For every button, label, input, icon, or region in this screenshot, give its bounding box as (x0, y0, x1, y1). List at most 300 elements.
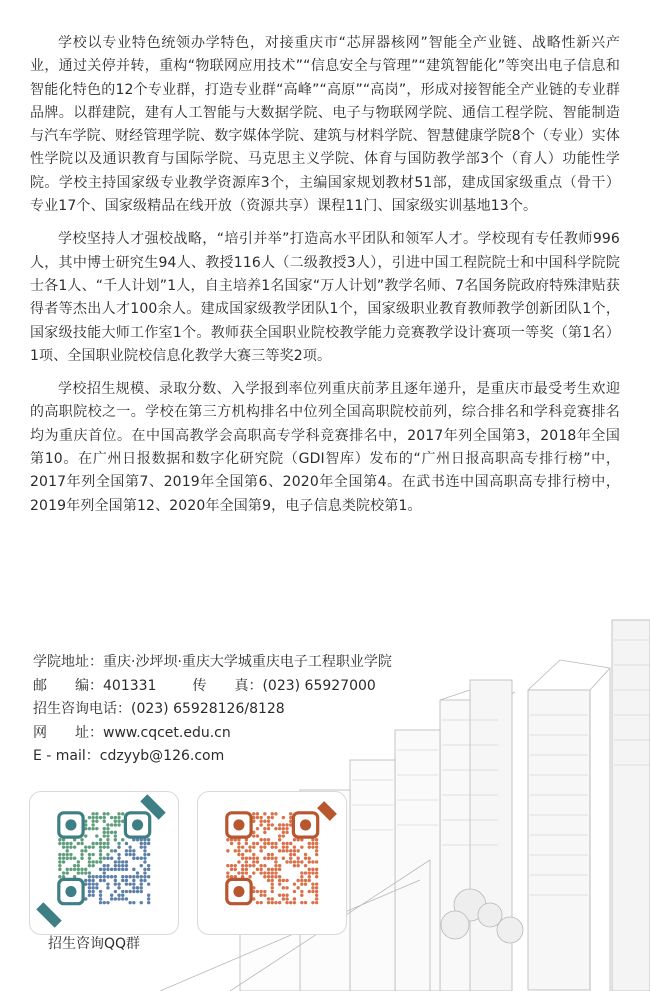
postcode-label: 邮 编： (33, 677, 103, 694)
qr-module (263, 864, 266, 867)
qr-module (77, 868, 80, 871)
qr-module (308, 860, 311, 863)
qr-module (62, 845, 65, 848)
website-row (33, 722, 392, 746)
qr-module (103, 816, 106, 819)
qr-module (91, 842, 94, 845)
address-value: 重庆·沙坪坝·重庆大学城重庆电子工程职业学院 (103, 654, 392, 670)
qr-module (263, 827, 266, 830)
qr-module (95, 834, 98, 837)
qr-module (143, 857, 146, 860)
qr-module (289, 853, 292, 856)
qr-module (278, 882, 281, 885)
qr-module (103, 812, 106, 815)
qr-module (121, 860, 124, 863)
qr-module (267, 871, 270, 874)
qr-module (252, 853, 255, 856)
qr-module (84, 871, 87, 874)
qr-module (285, 860, 288, 863)
qr-module (99, 875, 102, 878)
qr-module (248, 857, 251, 860)
qr-module (140, 875, 143, 878)
qr-module (106, 857, 109, 860)
qr-module (147, 875, 150, 878)
qr-module (66, 857, 69, 860)
website-link[interactable]: www.cqcet.edu.cn (103, 724, 231, 741)
qr-module (62, 842, 65, 845)
qr-module (230, 864, 233, 867)
qr-module (143, 871, 146, 874)
qr-module (132, 882, 135, 885)
qr-module (259, 894, 262, 897)
qr-module (95, 860, 98, 863)
qr-module (66, 842, 69, 845)
qr-module (99, 868, 102, 871)
qr-module (271, 890, 274, 893)
qr-module (58, 875, 61, 878)
qr-module (234, 849, 237, 852)
qq-group-qr-card[interactable] (29, 791, 179, 935)
qr-module (143, 849, 146, 852)
qr-module (140, 890, 143, 893)
qr-module (117, 886, 120, 889)
qr-module (248, 875, 251, 878)
qr-module (289, 849, 292, 852)
qr-module (271, 845, 274, 848)
qr-module (91, 894, 94, 897)
qr-module (259, 820, 262, 823)
qr-module (106, 901, 109, 904)
qr-module (267, 868, 270, 871)
qr-module (99, 897, 102, 900)
qr-module (285, 849, 288, 852)
qr-module (230, 842, 233, 845)
qr-module (274, 827, 277, 830)
qr-module (289, 857, 292, 860)
qr-module (293, 853, 296, 856)
qr-module (73, 845, 76, 848)
qr-module (88, 816, 91, 819)
qr-module (308, 868, 311, 871)
qr-module (147, 864, 150, 867)
qr-module (121, 838, 124, 841)
qr-module (315, 901, 318, 904)
qr-module (282, 845, 285, 848)
ribbon-corner-icon (140, 794, 165, 819)
qr-module (271, 823, 274, 826)
qr-module (132, 849, 135, 852)
qr-module (117, 868, 120, 871)
qr-module (241, 845, 244, 848)
qr-module (121, 879, 124, 882)
qr-module (95, 827, 98, 830)
qr-module (91, 890, 94, 893)
qr-module (271, 868, 274, 871)
qr-module (106, 812, 109, 815)
qr-module (315, 842, 318, 845)
qr-module (285, 845, 288, 848)
qr-module (66, 853, 69, 856)
qr-finder-pattern (65, 886, 76, 897)
qr-module (285, 827, 288, 830)
qr-module (259, 845, 262, 848)
qr-module (271, 882, 274, 885)
email-row (33, 745, 392, 769)
qr-module (106, 827, 109, 830)
qr-module (117, 820, 120, 823)
qr-module (147, 853, 150, 856)
qr-module (315, 882, 318, 885)
qr-module (114, 890, 117, 893)
qr-module (267, 901, 270, 904)
qr-module (128, 890, 131, 893)
qr-module (114, 831, 117, 834)
qr-module (114, 820, 117, 823)
qr-module (117, 853, 120, 856)
qr-module (80, 842, 83, 845)
qr-module (132, 875, 135, 878)
qr-module (136, 886, 139, 889)
qr-module (147, 838, 150, 841)
qr-module (293, 849, 296, 852)
qr-module (256, 857, 259, 860)
email-link[interactable]: cdzyyb@126.com (99, 748, 225, 764)
qr-module (117, 857, 120, 860)
qr-module (245, 857, 248, 860)
qr-module (252, 871, 255, 874)
qr-module (245, 842, 248, 845)
qr-module (289, 901, 292, 904)
qr-module (296, 857, 299, 860)
qr-module (259, 868, 262, 871)
qr-module (73, 864, 76, 867)
qr-module (274, 875, 277, 878)
qr-module (114, 849, 117, 852)
qr-module (80, 868, 83, 871)
qr-module (125, 853, 128, 856)
qr-module (77, 860, 80, 863)
qq-group-caption: 招生咨询QQ群 (48, 936, 141, 952)
qr-module (147, 882, 150, 885)
qr-module (259, 901, 262, 904)
qr-module (128, 882, 131, 885)
qr-module (103, 875, 106, 878)
qr-module (128, 845, 131, 848)
qr-module (311, 901, 314, 904)
qr-module (282, 834, 285, 837)
qr-module (80, 857, 83, 860)
qr-module (106, 838, 109, 841)
qr-module (311, 882, 314, 885)
qr-module (95, 820, 98, 823)
qr-module (136, 890, 139, 893)
qr-module (300, 845, 303, 848)
qr-module (95, 812, 98, 815)
qr-module (121, 897, 124, 900)
qr-module (117, 864, 120, 867)
qr-module (128, 901, 131, 904)
qr-module (99, 845, 102, 848)
qr-module (271, 853, 274, 856)
qr-module (315, 849, 318, 852)
qr-module (256, 834, 259, 837)
qr-module (106, 831, 109, 834)
qr-module (117, 823, 120, 826)
qr-module (99, 894, 102, 897)
qr-finder-pattern (300, 819, 311, 830)
qr-module (110, 894, 113, 897)
qr-module (103, 868, 106, 871)
qr-module (304, 879, 307, 882)
qr-module (91, 845, 94, 848)
qr-module (245, 864, 248, 867)
qr-module (263, 842, 266, 845)
qr-module (91, 860, 94, 863)
qr-module (88, 894, 91, 897)
qr-module (226, 864, 229, 867)
qr-module (311, 845, 314, 848)
qr-module (99, 816, 102, 819)
qr-module (263, 871, 266, 874)
email-label: E - mail： (33, 748, 100, 764)
qr-module (114, 879, 117, 882)
qr-module (103, 864, 106, 867)
qr-module (304, 882, 307, 885)
qr-module (245, 871, 248, 874)
qr-module (66, 849, 69, 852)
qr-module (256, 860, 259, 863)
qr-module (88, 886, 91, 889)
qr-module (311, 868, 314, 871)
qr-module (263, 845, 266, 848)
qr-module (121, 894, 124, 897)
qr-module (88, 864, 91, 867)
qr-module (267, 823, 270, 826)
qr-module (88, 827, 91, 830)
ribbon-corner-icon (317, 801, 337, 821)
qr-module (234, 864, 237, 867)
qr-module (132, 857, 135, 860)
qr-module (245, 860, 248, 863)
qr-finder-pattern (65, 819, 76, 830)
qr-module (147, 842, 150, 845)
qr-module (315, 897, 318, 900)
qr-module (106, 853, 109, 856)
qr-module (140, 842, 143, 845)
qr-module (230, 868, 233, 871)
qr-module (271, 842, 274, 845)
qr-module (252, 834, 255, 837)
qr-module (88, 875, 91, 878)
qr-module (271, 875, 274, 878)
qr-module (296, 879, 299, 882)
qr-module (267, 842, 270, 845)
qr-module (99, 890, 102, 893)
qr-module (282, 842, 285, 845)
qr-module (66, 868, 69, 871)
qr-module (114, 868, 117, 871)
paragraph-specialties: 学校以专业特色统领办学特色，对接重庆市“芯屏器核网”智能全产业链、战略性新兴产业，通过关停并转，重构“物联网应用技术”“信息安全与管理”“建筑智能化”等突出电子信息和智能化特色的12个专业群，打造专业群“高峰”“高原”“高岗”，形成对接智能全产业链的专业群品牌。以群建院，建有人工智能与大数据学院、电子与物联网学院、通信工程学院、智能制造与汽车学院、财经管理学院、数字媒体学院、建筑与材料学院、智慧健康学院8个（专业）实体性学院以及通识教育与国际学院、马克思主义学院、体育与国防教学部3个（育人）功能性学院。学校主持国家级专业教学资源库3个，主编国家规划教材51部，建成国家级重点（骨干）专业17个、国家级精品在线开放（资源共享）课程11门、国家级实训基地13个。 (30, 35, 620, 215)
qr-module (271, 901, 274, 904)
qr-module (143, 853, 146, 856)
qr-module (117, 882, 120, 885)
qr-module (103, 827, 106, 830)
qr-module (73, 857, 76, 860)
qr-module (80, 871, 83, 874)
qr-module (88, 871, 91, 874)
qr-module (84, 879, 87, 882)
qr-module (304, 857, 307, 860)
qr-module (274, 860, 277, 863)
qr-module (103, 831, 106, 834)
qr-module (300, 890, 303, 893)
qr-module (110, 868, 113, 871)
qr-module (103, 879, 106, 882)
qr-module (237, 860, 240, 863)
qr-module (84, 849, 87, 852)
qr-module (278, 879, 281, 882)
qr-module (95, 886, 98, 889)
qr-module (311, 871, 314, 874)
wechat-qr-card[interactable] (197, 791, 347, 935)
qr-module (117, 842, 120, 845)
qr-module (315, 845, 318, 848)
qr-module (80, 838, 83, 841)
qr-module (259, 823, 262, 826)
qr-module (103, 834, 106, 837)
qr-module (88, 882, 91, 885)
qr-module (271, 857, 274, 860)
qr-module (117, 816, 120, 819)
qr-module (140, 864, 143, 867)
qr-module (241, 853, 244, 856)
qr-module (271, 871, 274, 874)
qr-module (256, 812, 259, 815)
qr-module (125, 868, 128, 871)
qr-module (125, 875, 128, 878)
qr-module (300, 860, 303, 863)
qr-module (311, 842, 314, 845)
phone-row (33, 698, 392, 722)
qr-module (91, 823, 94, 826)
qr-module (143, 879, 146, 882)
qr-module (267, 853, 270, 856)
qr-module (256, 842, 259, 845)
qr-module (103, 871, 106, 874)
qr-module (91, 882, 94, 885)
qr-module (252, 864, 255, 867)
qr-module (88, 845, 91, 848)
qr-module (132, 879, 135, 882)
qr-module (95, 875, 98, 878)
qr-module (278, 894, 281, 897)
qr-module (69, 868, 72, 871)
postcode-fax-row (33, 675, 392, 699)
qr-module (237, 845, 240, 848)
qr-module (267, 827, 270, 830)
qr-module (140, 845, 143, 848)
qr-module (58, 860, 61, 863)
phone-value: (023) 65928126/8128 (131, 701, 285, 717)
qr-module (278, 864, 281, 867)
qr-module (117, 812, 120, 815)
qr-module (256, 868, 259, 871)
qr-module (282, 857, 285, 860)
qr-module (315, 890, 318, 893)
qr-module (110, 857, 113, 860)
qr-module (66, 871, 69, 874)
qr-module (121, 864, 124, 867)
qr-module (296, 886, 299, 889)
qr-module (274, 857, 277, 860)
qr-module (106, 886, 109, 889)
qr-module (271, 886, 274, 889)
qr-module (300, 879, 303, 882)
qr-module (226, 849, 229, 852)
qr-module (308, 879, 311, 882)
qr-module (91, 816, 94, 819)
qr-module (274, 864, 277, 867)
qr-module (315, 860, 318, 863)
qr-module (278, 838, 281, 841)
qr-module (121, 812, 124, 815)
qr-module (259, 816, 262, 819)
contact-info (33, 651, 392, 769)
qr-module (271, 879, 274, 882)
qr-module (241, 871, 244, 874)
qr-module (99, 901, 102, 904)
qr-finder-pattern (233, 819, 244, 830)
qr-module (80, 849, 83, 852)
qr-module (289, 842, 292, 845)
qr-module (285, 823, 288, 826)
qr-module (293, 860, 296, 863)
qr-module (136, 875, 139, 878)
qr-module (267, 897, 270, 900)
qr-module (91, 879, 94, 882)
qr-module (304, 864, 307, 867)
qr-module (140, 901, 143, 904)
qr-module (274, 812, 277, 815)
qr-module (132, 868, 135, 871)
qr-module (95, 882, 98, 885)
qr-module (304, 901, 307, 904)
qr-module (245, 868, 248, 871)
qr-module (267, 816, 270, 819)
qr-module (91, 886, 94, 889)
qr-module (296, 860, 299, 863)
qr-module (132, 901, 135, 904)
qr-module (282, 831, 285, 834)
qr-module (117, 860, 120, 863)
qr-module (88, 853, 91, 856)
qr-module (58, 857, 61, 860)
qr-module (91, 875, 94, 878)
qr-module (136, 871, 139, 874)
qr-module (125, 864, 128, 867)
qr-module (315, 853, 318, 856)
qr-module (259, 871, 262, 874)
qr-module (84, 868, 87, 871)
qr-module (114, 860, 117, 863)
qr-module (308, 871, 311, 874)
qr-module (103, 845, 106, 848)
qr-module (289, 860, 292, 863)
qr-module (237, 842, 240, 845)
qr-module (91, 864, 94, 867)
qr-module (110, 831, 113, 834)
qr-module (58, 838, 61, 841)
